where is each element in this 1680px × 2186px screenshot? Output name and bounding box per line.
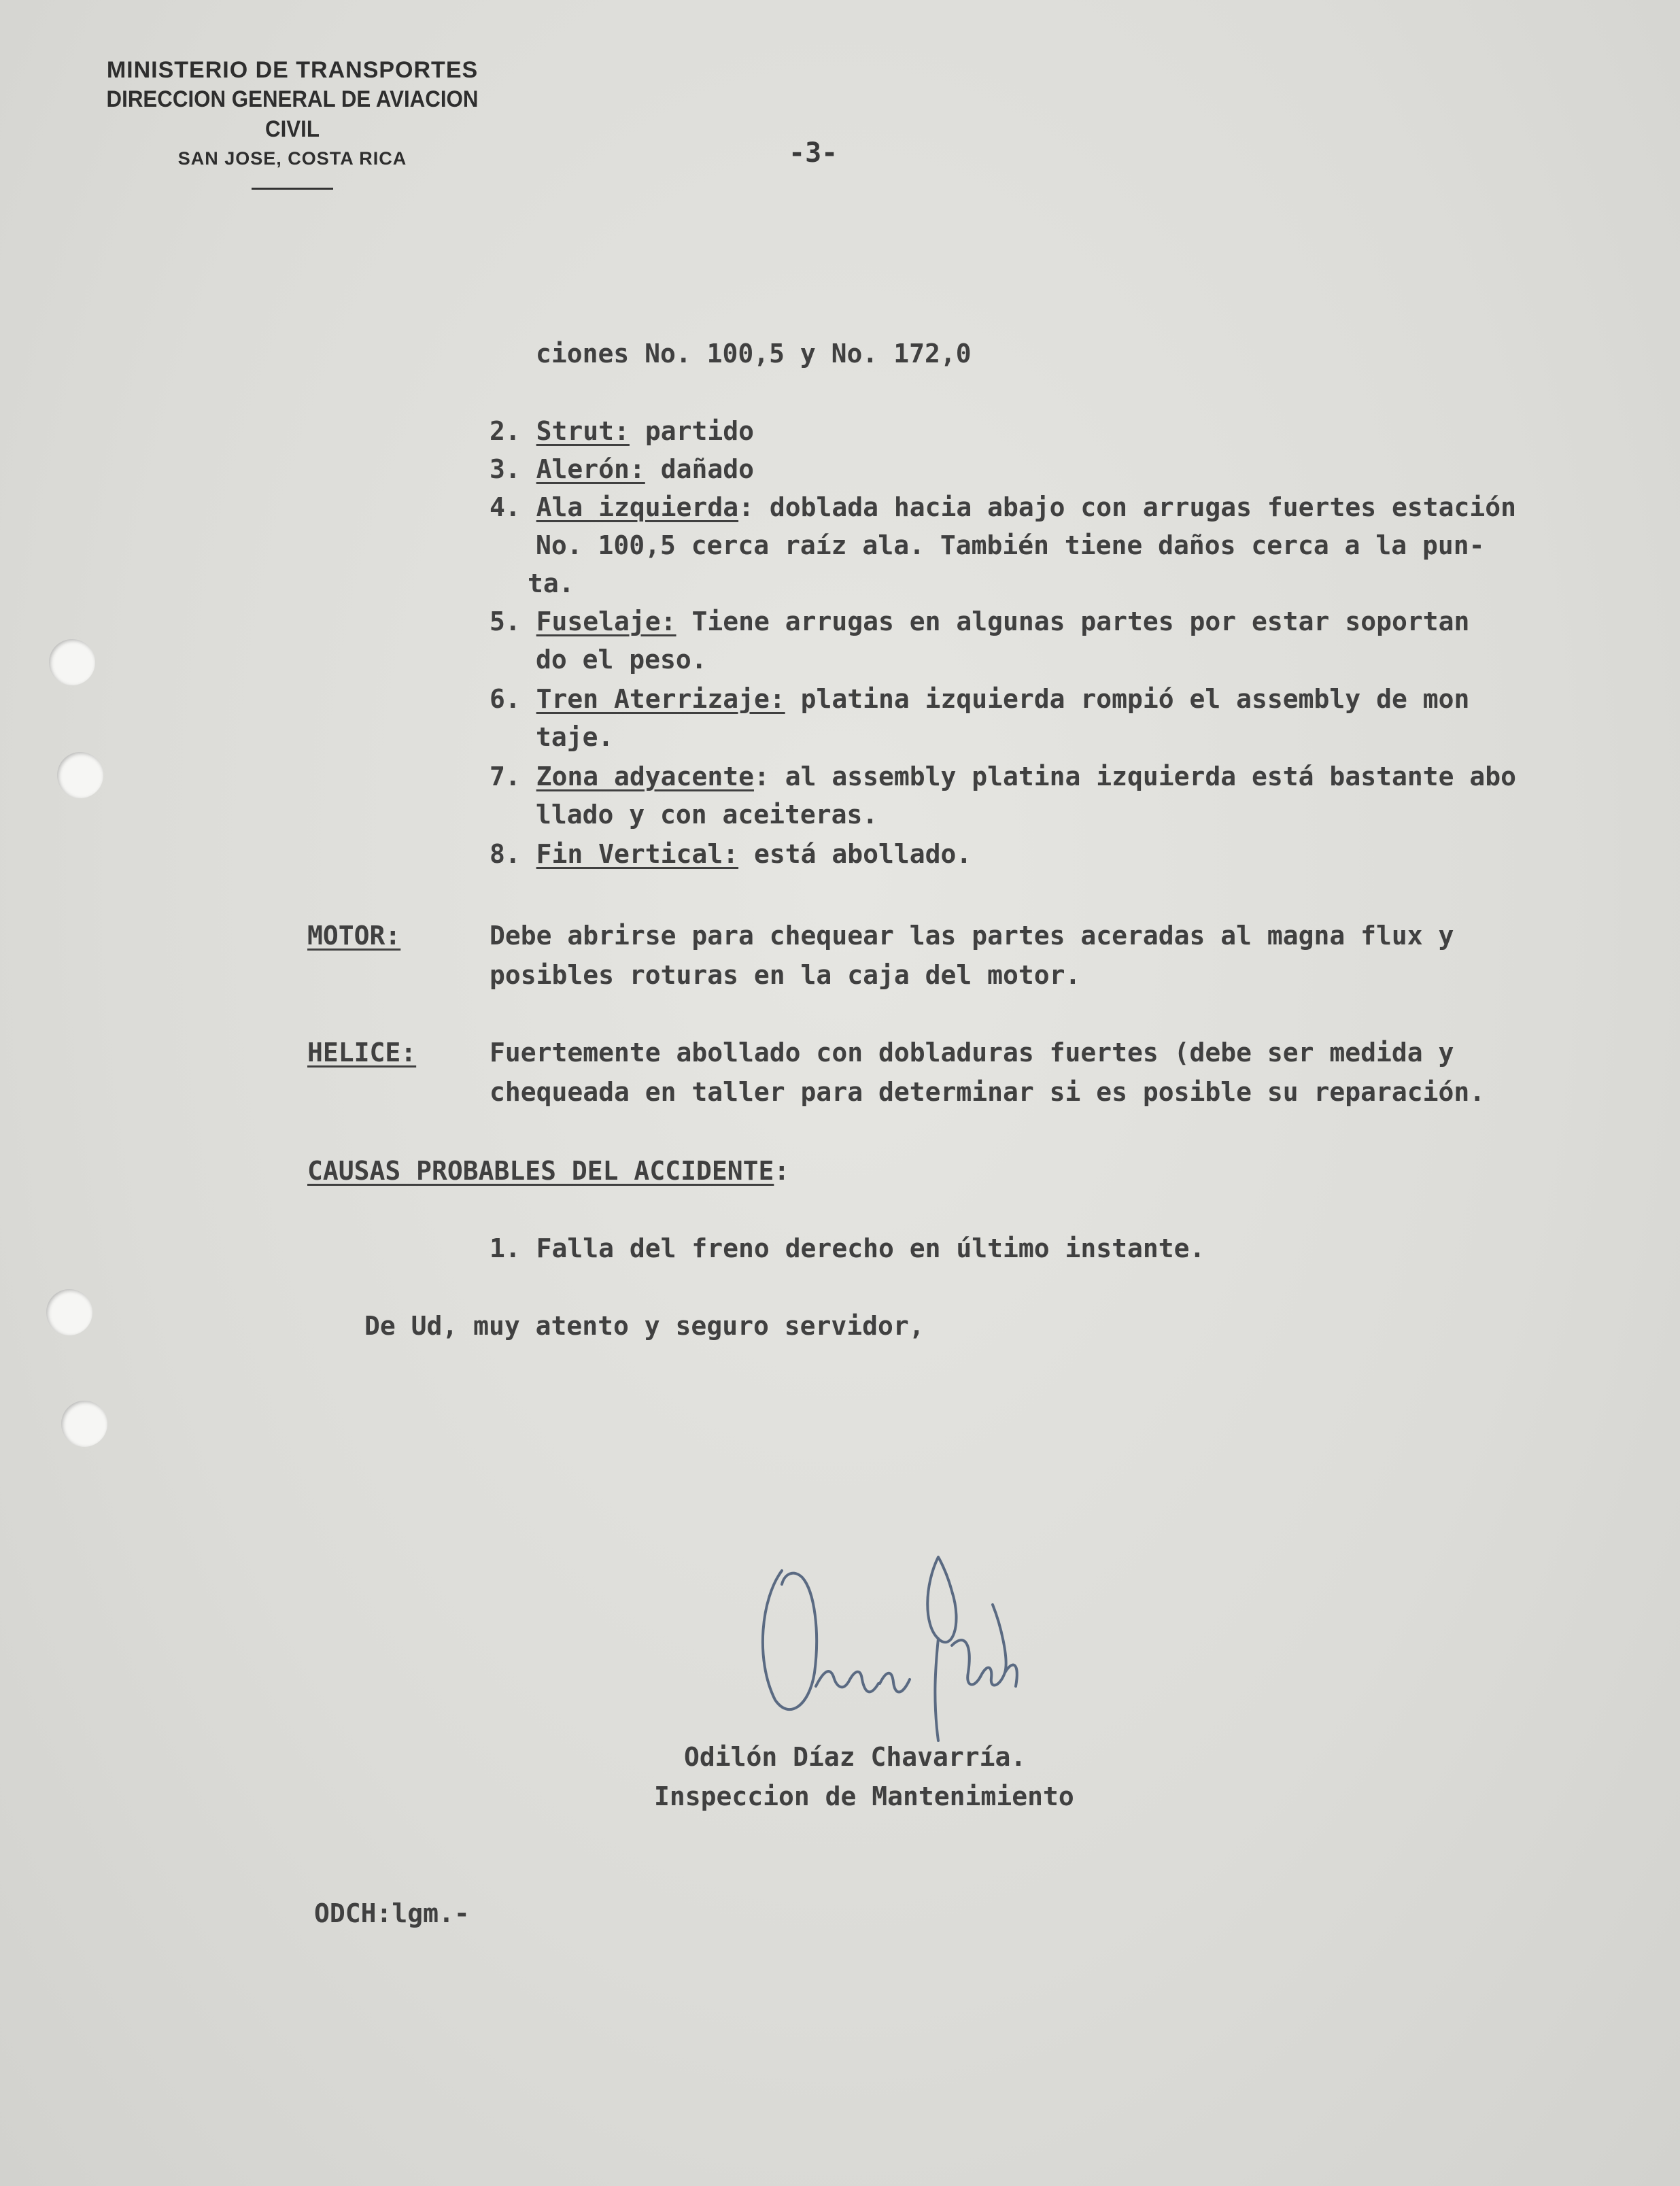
cause-item: 1. Falla del freno derecho en último instante. [490,1233,1205,1263]
causes-heading-colon: : [774,1156,790,1186]
item-label: Tren Aterrizaje: [536,684,785,714]
reference-initials: ODCH:lgm.- [314,1898,470,1928]
item-text: partido [629,416,754,446]
item-number: 4. [490,492,521,522]
item-number: 7. [490,762,521,791]
punch-hole [61,1401,107,1447]
item-continuation: llado y con aceiteras. [536,800,878,830]
handwritten-signature [734,1543,1088,1768]
letterhead-ministry: MINISTERIO DE TRANSPORTES [106,57,479,83]
list-item [490,450,754,488]
letterhead-directorate: DIRECCION GENERAL DE AVIACION CIVIL [106,86,479,142]
letterhead-rule [252,188,333,190]
list-item [490,488,1516,526]
helice-line: Fuertemente abollado con dobladuras fuertes (debe ser medida y [490,1038,1454,1068]
item-label: Fuselaje: [536,607,676,636]
continuation-line: ciones No. 100,5 y No. 172,0 [536,339,972,369]
item-label: Strut: [536,416,630,446]
item-continuation: ta. [528,568,575,598]
motor-label: MOTOR: [307,921,401,951]
item-number: 8. [490,839,521,869]
punch-hole [49,639,95,685]
item-label: Zona adyacente [536,762,754,791]
helice-label: HELICE: [307,1038,417,1068]
item-number: 6. [490,684,521,714]
punch-hole [57,752,103,798]
item-continuation: No. 100,5 cerca raíz ala. También tiene daños cerca a la pun- [536,530,1485,560]
item-number: 5. [490,607,521,636]
letterhead [75,56,510,190]
item-text: Tiene arrugas en algunas partes por estar soportan [676,607,1470,636]
signer-title: Inspeccion de Mantenimiento [654,1781,1074,1811]
item-label: Fin Vertical: [536,839,739,869]
list-item [490,757,1516,796]
item-text: : al assembly platina izquierda está bastante abo [753,762,1516,791]
item-text: está abollado. [738,839,972,869]
punch-hole [46,1289,92,1335]
item-text: dañado [645,454,754,484]
signer-name: Odilón Díaz Chavarría. [684,1742,1027,1772]
causes-heading [307,1152,789,1190]
closing: De Ud, muy atento y seguro servidor, [364,1311,925,1341]
item-label: Ala izquierda [536,492,739,522]
list-item [490,602,1469,641]
letterhead-location: SAN JOSE, COSTA RICA [177,148,407,169]
causes-heading-text: CAUSAS PROBABLES DEL ACCIDENTE [307,1156,774,1186]
list-item [490,680,1469,718]
item-number: 2. [490,416,521,446]
motor-line: posibles roturas en la caja del motor. [490,960,1081,990]
list-item [490,835,972,873]
list-item [490,412,754,450]
item-number: 3. [490,454,521,484]
page-number: -3- [789,137,838,169]
item-label: Alerón: [536,454,645,484]
item-text: : doblada hacia abajo con arrugas fuertes estación [738,492,1516,522]
motor-line: Debe abrirse para chequear las partes aceradas al magna flux y [490,921,1454,951]
item-text: platina izquierda rompió el assembly de mon [785,684,1470,714]
item-continuation: do el peso. [536,645,707,674]
item-continuation: taje. [536,722,614,752]
helice-line: chequeada en taller para determinar si es posible su reparación. [490,1077,1486,1107]
